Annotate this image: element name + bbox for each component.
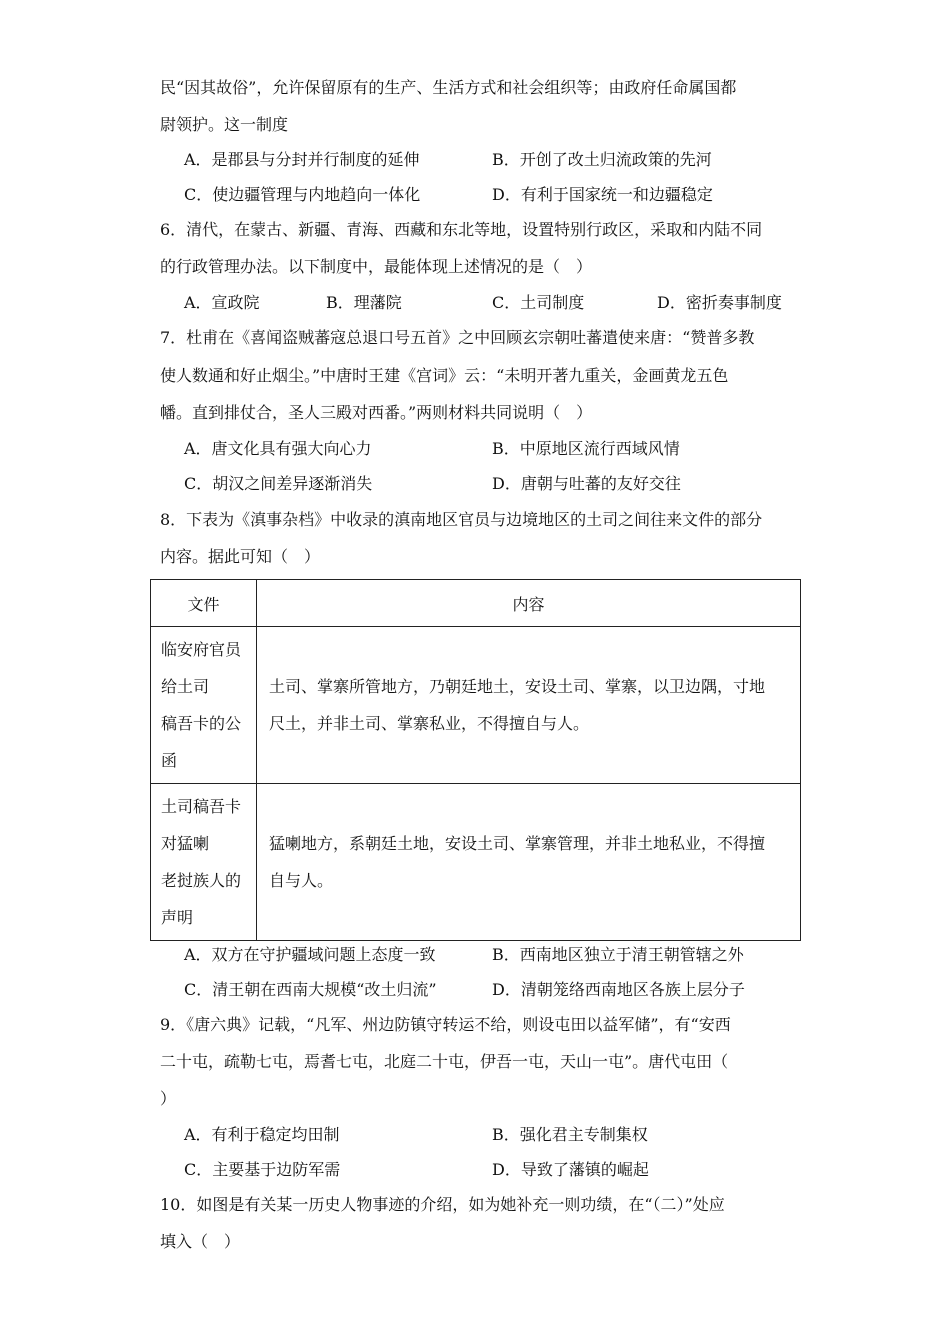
content-line: 尺土，并非土司、掌寨私业，不得擅自与人。 — [269, 714, 590, 733]
q7-stem-line-2: 使人数通和好止烟尘。”中唐时王建《宫词》云：“未明开著九重关，金画黄龙五色 — [160, 366, 729, 385]
q6-option-b: B．理藩院 — [326, 293, 402, 312]
doc-line: 临安府官员 — [161, 640, 242, 659]
q7-option-b: B．中原地区流行西域风情 — [492, 439, 680, 458]
q8-stem-line-1: 8．下表为《滇事杂档》中收录的滇南地区官员与边境地区的土司之间往来文件的部分 — [160, 510, 763, 529]
q8-option-d: D．清朝笼络西南地区各族上层分子 — [492, 980, 745, 999]
q7-option-c: C．胡汉之间差异逐渐消失 — [184, 474, 373, 493]
q9-stem-line-3: ） — [160, 1089, 177, 1108]
doc-line: 老挝族人的 — [161, 871, 242, 890]
table-row — [151, 627, 801, 784]
q9-option-b: B．强化君主专制集权 — [492, 1125, 648, 1144]
q5-option-d: D．有利于国家统一和边疆稳定 — [492, 185, 713, 204]
table-row — [151, 784, 801, 941]
q9-option-c: C．主要基于边防军需 — [184, 1160, 341, 1179]
q5-stem-line-1: 民“因其故俗”，允许保留原有的生产、生活方式和社会组织等；由政府任命属国都 — [160, 78, 737, 97]
q6-stem-line-1: 6．清代，在蒙古、新疆、青海、西藏和东北等地，设置特别行政区，采取和内陆不同 — [160, 220, 763, 239]
q6-stem-line-2: 的行政管理办法。以下制度中，最能体现上述情况的是（ ） — [160, 257, 593, 276]
table-cell-content — [257, 627, 801, 784]
q5-option-b: B．开创了改土归流政策的先河 — [492, 150, 712, 169]
q7-option-d: D．唐朝与吐蕃的友好交往 — [492, 474, 681, 493]
doc-line: 土司稿吾卡 — [161, 797, 242, 816]
q9-option-d: D．导致了藩镇的崛起 — [492, 1160, 649, 1179]
doc-line: 给土司 — [161, 677, 210, 696]
q7-stem-line-3: 幡。直到排仗合，圣人三殿对西番。”两则材料共同说明（ ） — [160, 403, 593, 422]
table-cell-content — [257, 784, 801, 941]
q6-option-c: C．土司制度 — [492, 293, 585, 312]
q8-option-b: B．西南地区独立于清王朝管辖之外 — [492, 945, 744, 964]
doc-line: 对猛喇 — [161, 834, 210, 853]
content-line: 猛喇地方，系朝廷土地，安设土司、掌寨管理，并非土地私业，不得擅 — [269, 834, 766, 853]
q8-stem-line-2: 内容。据此可知（ ） — [160, 547, 321, 566]
doc-line: 声明 — [161, 908, 194, 927]
q5-option-a: A．是郡县与分封并行制度的延伸 — [184, 150, 420, 169]
table-header-file: 文件 — [151, 580, 257, 627]
q7-stem-line-1: 7．杜甫在《喜闻盗贼蕃寇总退口号五首》之中回顾玄宗朝吐蕃遣使来唐：“赞普多教 — [160, 328, 755, 347]
q9-stem-line-2: 二十屯，疏勒七屯，焉耆七屯，北庭二十屯，伊吾一屯，天山一屯”。唐代屯田（ — [160, 1052, 729, 1071]
q6-option-d: D．密折奏事制度 — [657, 293, 782, 312]
q10-stem-line-2: 填入（ ） — [160, 1232, 241, 1251]
content-line: 土司、掌寨所管地方，乃朝廷地土，安设土司、掌寨，以卫边隅，寸地 — [269, 677, 766, 696]
table-header-content: 内容 — [257, 580, 801, 627]
q6-option-a: A．宣政院 — [184, 293, 260, 312]
q9-stem-line-1: 9．《唐六典》记载，“凡军、州边防镇守转运不给，则设屯田以益军储”，有“安西 — [160, 1015, 731, 1034]
q7-option-a: A．唐文化具有强大向心力 — [184, 439, 372, 458]
q9-option-a: A．有利于稳定均田制 — [184, 1125, 340, 1144]
doc-line: 稿吾卡的公 — [161, 714, 242, 733]
q8-option-c: C．清王朝在西南大规模“改土归流” — [184, 980, 437, 999]
doc-line: 函 — [161, 751, 178, 770]
content-line: 自与人。 — [269, 871, 334, 890]
table-cell-document — [151, 627, 257, 784]
q10-stem-line-1: 10．如图是有关某一历史人物事迹的介绍，如为她补充一则功绩，在“（二）”处应 — [160, 1195, 725, 1214]
q5-stem-line-2: 尉领护。这一制度 — [160, 115, 289, 134]
table-header-row — [151, 580, 801, 627]
q5-option-c: C．使边疆管理与内地趋向一体化 — [184, 185, 421, 204]
q8-document-table — [150, 579, 801, 941]
table-cell-document — [151, 784, 257, 941]
q8-option-a: A．双方在守护疆域问题上态度一致 — [184, 945, 436, 964]
